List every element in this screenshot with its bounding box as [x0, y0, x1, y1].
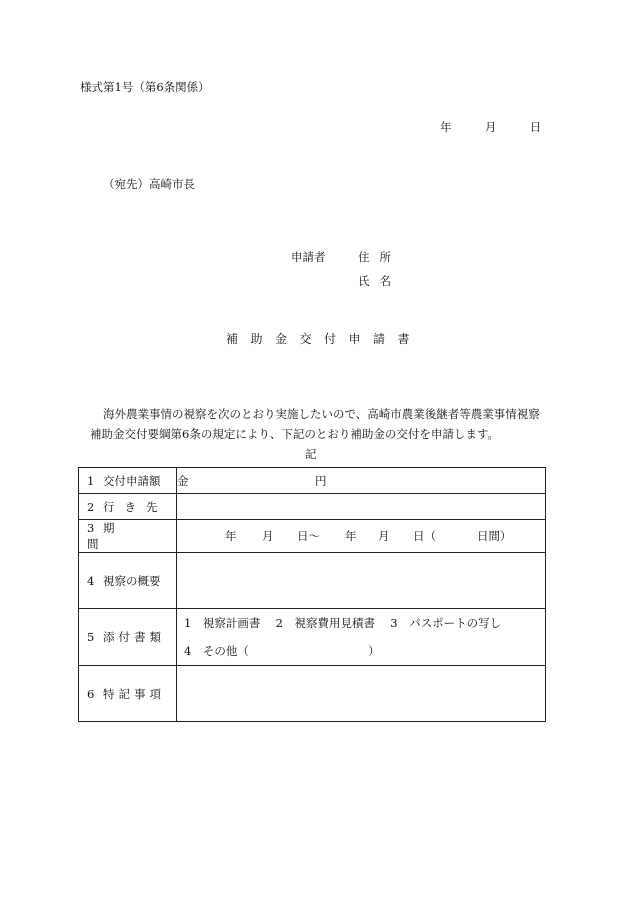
row-label	[79, 553, 177, 609]
attachment-4-close: ）	[368, 644, 380, 658]
row-number: 5	[87, 630, 95, 644]
table-row	[79, 609, 546, 666]
overview-field[interactable]	[177, 553, 546, 609]
amount-prefix: 金	[177, 473, 189, 488]
period-year2: 年	[345, 529, 357, 543]
row-number: 3	[87, 521, 95, 535]
row-label	[79, 468, 177, 494]
row-label	[79, 666, 177, 722]
row-label	[79, 494, 177, 520]
table-row	[79, 468, 546, 494]
date-month: 月	[484, 120, 497, 134]
application-table	[78, 467, 546, 722]
row-number: 1	[87, 473, 95, 488]
attachment-1: 1 視察計画書	[184, 616, 261, 630]
row-label-text: 視察の概要	[103, 573, 161, 588]
document-title: 補助金交付申請書	[226, 332, 423, 346]
table-row	[79, 666, 546, 722]
attachment-2: 2 視察費用見積書	[275, 616, 375, 630]
row-label-text: 特記事項	[103, 686, 165, 701]
attachments-field[interactable]	[177, 609, 546, 666]
addressee: （宛先）高崎市長	[103, 177, 195, 191]
period-day1: 日～	[297, 529, 320, 543]
remarks-field[interactable]	[177, 666, 546, 722]
row-label	[79, 609, 177, 666]
body-line-2: 補助金交付要綱第6条の規定により、下記のとおり補助金の交付を申請します。	[90, 427, 499, 441]
destination-field[interactable]	[177, 494, 546, 520]
date-year: 年	[440, 120, 452, 134]
period-month1: 月	[262, 529, 274, 543]
row-number: 4	[87, 573, 95, 588]
body-line-1: 海外農業事情の視察を次のとおり実施したいので、高崎市農業後継者等農業事情視察	[103, 407, 540, 421]
applicant-label: 申請者	[291, 250, 326, 264]
name-label: 氏名	[358, 274, 401, 288]
ki-heading: 記	[305, 447, 317, 461]
date-line	[440, 119, 541, 135]
body-text	[90, 404, 560, 444]
form-number: 様式第1号（第6条関係）	[80, 80, 210, 94]
row-label-text: 期間	[87, 521, 148, 551]
row-label	[79, 520, 177, 553]
period-month2: 月	[378, 529, 390, 543]
attachment-4-open: 4 その他（	[184, 644, 249, 658]
date-day: 日	[529, 120, 542, 134]
table-row	[79, 553, 546, 609]
period-year1: 年	[225, 529, 237, 543]
row-number: 2	[87, 499, 95, 514]
amount-field[interactable]	[177, 468, 546, 494]
address-label: 住所	[358, 250, 401, 264]
table-row	[79, 520, 546, 553]
period-day2: 日（	[413, 529, 436, 543]
table-row	[79, 494, 546, 520]
amount-unit: 円	[315, 473, 327, 488]
row-label-text: 行き先	[103, 499, 168, 514]
row-label-text: 交付申請額	[103, 473, 161, 488]
row-label-text: 添付書類	[103, 630, 165, 644]
row-number: 6	[87, 686, 95, 701]
period-field[interactable]	[177, 520, 546, 553]
period-days: 日間）	[477, 529, 512, 543]
attachment-3: 3 パスポートの写し	[390, 616, 502, 630]
